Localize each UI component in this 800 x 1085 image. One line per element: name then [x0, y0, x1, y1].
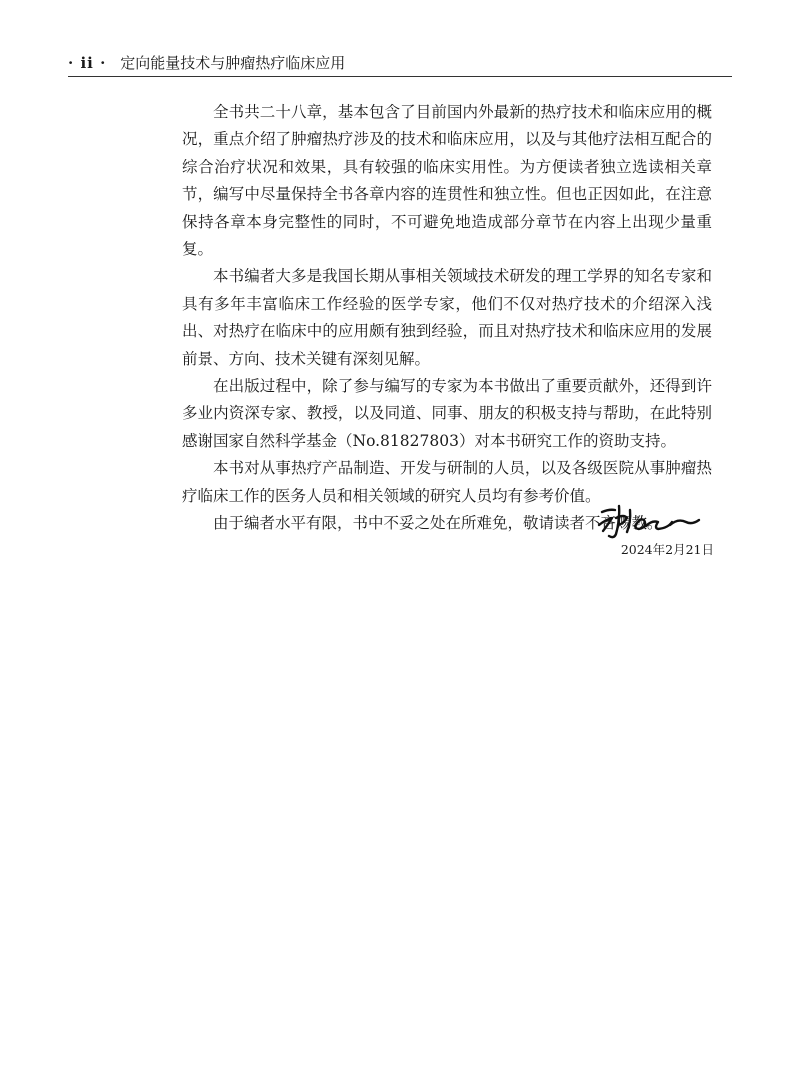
header-rule: [68, 76, 732, 77]
paragraph: 在出版过程中，除了参与编写的专家为本书做出了重要贡献外，还得到许多业内资深专家、教授，以及同道、同事、朋友的积极支持与帮助，在此特别感谢国家自然科学基金（No.81827803）对本书研究工作的资助支持。: [182, 377, 712, 450]
paragraph: 本书编者大多是我国长期从事相关领域技术研发的理工学界的知名专家和具有多年丰富临床工作经验的医学专家，他们不仅对热疗技术的介绍深入浅出、对热疗在临床中的应用颇有独到经验，而且对热疗技术和临床应用的发展前景、方向、技术关键有深刻见解。: [182, 267, 712, 368]
book-title: 定向能量技术与肿瘤热疗临床应用: [120, 54, 346, 72]
page-number: · ii ·: [68, 54, 107, 72]
paragraph: 全书共二十八章，基本包含了目前国内外最新的热疗技术和临床应用的概况，重点介绍了肿瘤热疗涉及的技术和临床应用，以及与其他疗法相互配合的综合治疗状况和效果，具有较强的临床实用性。为方便读者独立选读相关章节，编写中尽量保持全书各章内容的连贯性和独立性。但也正因如此，在注意保持各章本身完整性的同时，不可避免地造成部分章节在内容上出现少量重复。: [182, 103, 712, 259]
paragraph: 由于编者水平有限，书中不妥之处在所难免，敬请读者不吝赐教。: [213, 514, 663, 533]
signature-date: 2024年2月21日: [620, 542, 714, 557]
paragraph: 本书对从事热疗产品制造、开发与研制的人员，以及各级医院从事肿瘤热疗临床工作的医务人员和相关领域的研究人员均有参考价值。: [182, 459, 712, 505]
running-header: [68, 52, 732, 74]
handwritten-signature-icon: [596, 498, 704, 544]
preface-body: [182, 99, 712, 538]
